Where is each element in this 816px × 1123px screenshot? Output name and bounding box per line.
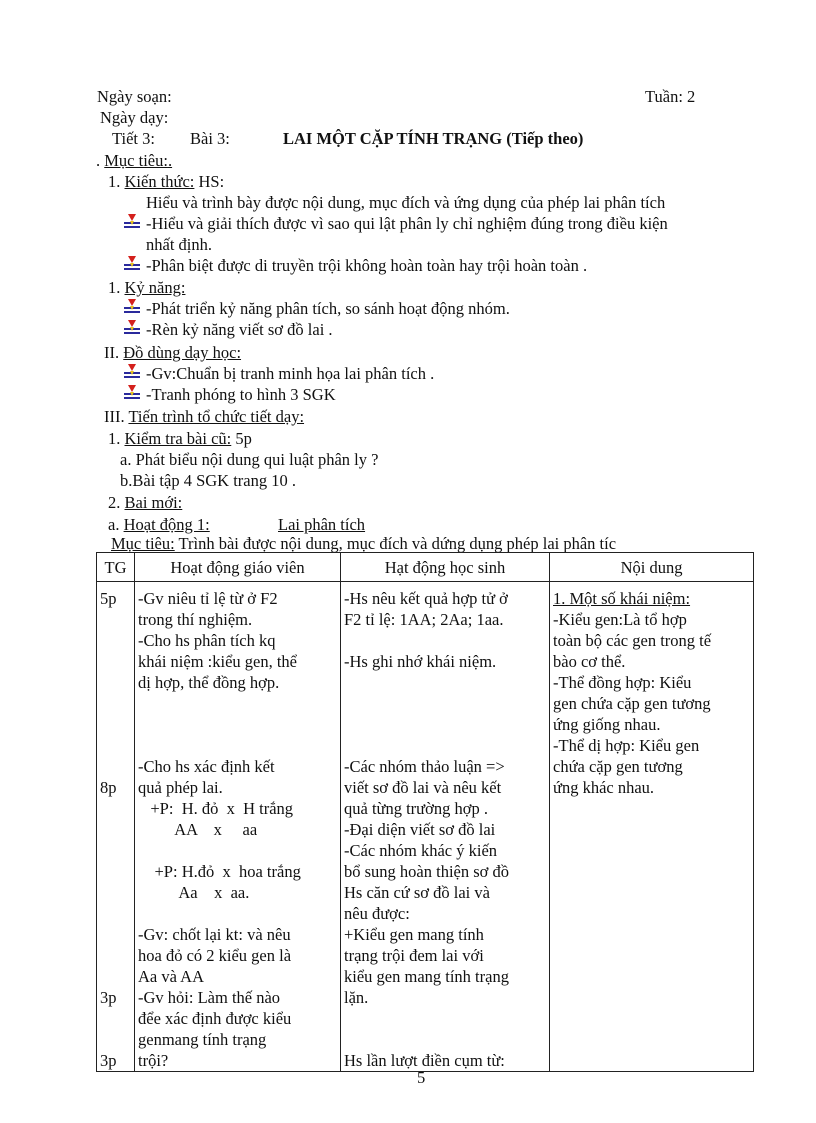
time-cell [97, 582, 135, 1072]
teacher-line: AA x aa [138, 820, 258, 839]
teacher-line: -Cho hs xác định kết [138, 757, 275, 776]
process-heading [104, 406, 304, 427]
content-line: chứa cặp gen tương [553, 757, 683, 776]
materials-heading [104, 342, 241, 363]
time-line: 3p [100, 988, 117, 1007]
student-line: +Kiểu gen mang tính [344, 925, 484, 944]
arrow-bullet-icon [124, 363, 140, 381]
teacher-line: hoa đỏ có 2 kiểu gen là [138, 946, 292, 965]
skills-num: 1. [108, 278, 125, 297]
arrow-bullet-icon [124, 298, 140, 316]
content-line: ứng khác nhau. [553, 778, 655, 797]
teacher-line: Aa và AA [138, 967, 204, 986]
student-line: bổ sung hoàn thiện sơ đồ [344, 862, 510, 881]
objectives-heading-text: Mục tiêu: [104, 151, 168, 170]
student-line: -Các nhóm thảo luận => [344, 757, 505, 776]
lesson-title-main: LAI MỘT CẶP TÍNH TRẠNG [283, 129, 503, 148]
goal-text: Trình bài được nội dung, mục đích và dứng dụng phép lai phân tíc [174, 534, 617, 553]
new-lesson-heading [108, 492, 182, 513]
time-line: 8p [100, 778, 117, 797]
teach-date-label: Ngày dạy: [100, 108, 169, 127]
materials-item-1: -Gv:Chuẩn bị tranh minh họa lai phân tích . [146, 364, 435, 383]
check-time: 5p [231, 429, 252, 448]
page-number: 5 [417, 1068, 426, 1087]
table-header-row [97, 553, 754, 582]
teacher-line: khái niệm :kiểu gen, thể [138, 652, 297, 671]
lesson-title-suffix: (Tiếp theo) [506, 129, 584, 148]
teacher-cell [135, 582, 341, 1072]
content-line: ứng giống nhau. [553, 715, 661, 734]
check-heading [108, 428, 252, 449]
new-lesson-num: 2. [108, 493, 125, 512]
student-line: -Hs ghi nhớ khái niệm. [344, 652, 497, 671]
prep-date-label: Ngày soạn: [97, 87, 172, 106]
header-teacher: Hoạt động giáo viên [135, 553, 341, 582]
activity-topic: Lai phân tích [278, 515, 366, 534]
teacher-line: trội? [138, 1051, 169, 1070]
student-line: Hs lần lượt điền cụm từ: [344, 1051, 505, 1070]
goal-label: Mục tiêu: [111, 534, 175, 553]
activity-label: Hoạt động 1: [123, 515, 210, 534]
new-lesson-label: Bai mới: [124, 493, 183, 512]
time-line: 5p [100, 589, 117, 608]
goal-line [111, 533, 616, 554]
content-line: -Thể đồng hợp: Kiểu [553, 673, 692, 692]
table-row [97, 582, 754, 1072]
materials-num: II. [104, 343, 124, 362]
student-line: kiểu gen mang tính trạng [344, 967, 509, 986]
content-line: bào cơ thể. [553, 652, 626, 671]
content-line: -Kiểu gen:Là tổ hợp [553, 610, 687, 629]
student-line: quả từng trường hợp . [344, 799, 488, 818]
materials-item-2: -Tranh phóng to hình 3 SGK [146, 385, 336, 404]
student-line: -Đại diện viết sơ đồ lai [344, 820, 496, 839]
teacher-line: +P: H. đỏ x H trắng [138, 799, 294, 818]
skills-item-1: -Phát triển kỷ năng phân tích, so sánh hoạt động nhóm. [146, 299, 510, 318]
knowledge-item-3: -Phân biệt được di truyền trội không hoàn toàn hay trội hoàn toàn . [146, 256, 588, 275]
student-line: trạng trội đem lai với [344, 946, 484, 965]
skills-heading [108, 277, 185, 298]
teacher-line: -Gv niêu tỉ lệ từ ở F2 [138, 589, 278, 608]
period-label: Tiết 3: [112, 129, 155, 148]
knowledge-heading [108, 171, 224, 192]
knowledge-num: 1. [108, 172, 125, 191]
teacher-line: +P: H.đỏ x hoa trắng [138, 862, 301, 881]
objectives-heading [96, 150, 172, 171]
teacher-line: quả phép lai. [138, 778, 223, 797]
knowledge-intro: Hiểu và trình bày được nội dung, mục đích và ứng dụng của phép lai phân tích [146, 193, 666, 212]
student-line: -Hs nêu kết quả hợp tử ở [344, 589, 508, 608]
lesson-table [96, 552, 754, 1072]
teacher-line: trong thí nghiệm. [138, 610, 253, 629]
arrow-bullet-icon [124, 213, 140, 231]
activity-heading [108, 514, 210, 535]
knowledge-item-2: nhất định. [146, 235, 212, 254]
objectives-heading-suffix: . [167, 151, 173, 170]
check-label: Kiểm tra bài cũ: [124, 429, 232, 448]
arrow-bullet-icon [124, 384, 140, 402]
lesson-title [283, 128, 583, 149]
teacher-line: -Gv hỏi: Làm thế nào [138, 988, 281, 1007]
student-cell [341, 582, 550, 1072]
knowledge-suffix: HS: [194, 172, 225, 191]
content-title: 1. Một số khái niệm: [553, 589, 691, 608]
content-line: gen chứa cặp gen tương [553, 694, 711, 713]
header-content: Nội dung [550, 553, 754, 582]
arrow-bullet-icon [124, 319, 140, 337]
check-question-a: a. Phát biểu nội dung qui luật phân ly ? [120, 450, 379, 469]
check-question-b: b.Bài tập 4 SGK trang 10 . [120, 471, 296, 490]
content-line: -Thể dị hợp: Kiểu gen [553, 736, 700, 755]
student-line: Hs căn cứ sơ đồ lai và [344, 883, 490, 902]
teacher-line: genmang tính trạng [138, 1030, 267, 1049]
teacher-line: -Cho hs phân tích kq [138, 631, 276, 650]
student-line: nêu được: [344, 904, 410, 923]
student-line: -Các nhóm khác ý kiến [344, 841, 498, 860]
teacher-line: đểe xác định được kiểu [138, 1009, 292, 1028]
content-line: toàn bộ các gen trong tế [553, 631, 712, 650]
process-num: III. [104, 407, 129, 426]
teacher-line: dị hợp, thể đồng hợp. [138, 673, 280, 692]
activity-prefix: a. [108, 515, 124, 534]
header-time: TG [97, 553, 135, 582]
materials-label: Đồ dùng dạy học: [123, 343, 242, 362]
teacher-line: -Gv: chốt lại kt: và nêu [138, 925, 291, 944]
process-label: Tiến trình tổ chức tiết dạy: [128, 407, 305, 426]
header-student: Hạt động học sinh [341, 553, 550, 582]
time-line: 3p [100, 1051, 117, 1070]
teacher-line: Aa x aa. [138, 883, 250, 902]
week-label: Tuần: 2 [645, 87, 696, 106]
skills-label: Kỷ năng: [124, 278, 186, 297]
content-cell [550, 582, 754, 1072]
student-line: viết sơ đồ lai và nêu kết [344, 778, 502, 797]
skills-item-2: -Rèn kỷ năng viết sơ đồ lai . [146, 320, 333, 339]
knowledge-label: Kiến thức: [124, 172, 195, 191]
objectives-prefix: . [96, 151, 105, 170]
arrow-bullet-icon [124, 255, 140, 273]
lesson-label: Bài 3: [190, 129, 230, 148]
student-line: lặn. [344, 988, 369, 1007]
check-num: 1. [108, 429, 125, 448]
student-line: F2 tỉ lệ: 1AA; 2Aa; 1aa. [344, 610, 504, 629]
knowledge-item-1: -Hiểu và giải thích được vì sao qui lật phân ly chỉ nghiệm đúng trong điều kiện [146, 214, 668, 233]
